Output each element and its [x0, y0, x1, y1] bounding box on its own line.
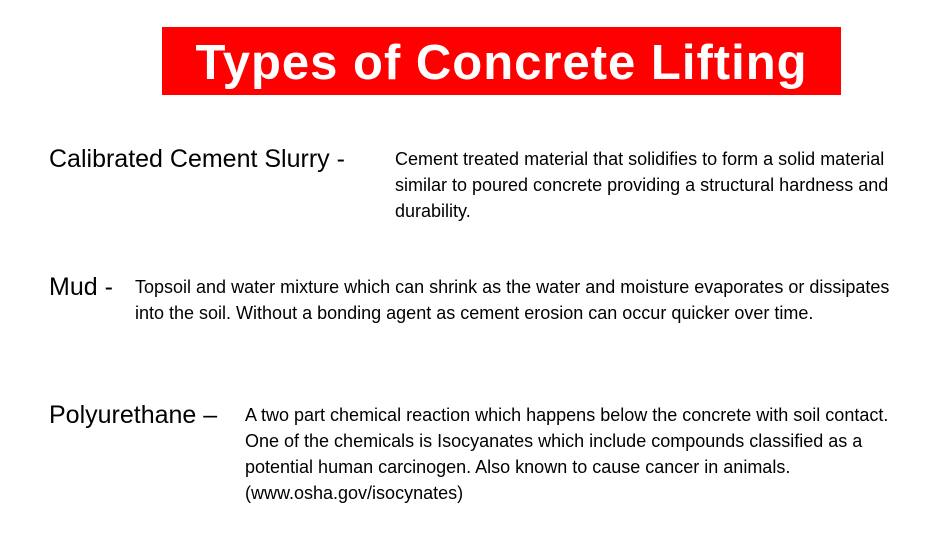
entry-mud — [49, 273, 915, 326]
entry-description: Cement treated material that solidifies to form a solid material similar to poured concrete providing a structural hardness and durability. — [395, 149, 889, 221]
entry-description: Topsoil and water mixture which can shrink as the water and moisture evaporates or dissipates into the soil. Without a bonding agent as cement erosion can occur quicker over time. — [135, 277, 890, 323]
slide-title: Types of Concrete Lifting — [195, 35, 808, 90]
title-banner — [162, 27, 841, 95]
entry-description: A two part chemical reaction which happens below the concrete with soil contact. One of the chemicals is Isocyanates which include compounds classified as a potential human carcinogen. Also known to cause cancer in animals. (www.osha.gov/isocynates) — [245, 405, 889, 503]
entry-term: Mud - — [49, 273, 113, 301]
entry-calibrated-cement-slurry — [49, 145, 915, 224]
entry-term: Polyurethane – — [49, 401, 218, 429]
entry-polyurethane — [49, 401, 925, 506]
entry-term: Calibrated Cement Slurry - — [49, 145, 345, 173]
